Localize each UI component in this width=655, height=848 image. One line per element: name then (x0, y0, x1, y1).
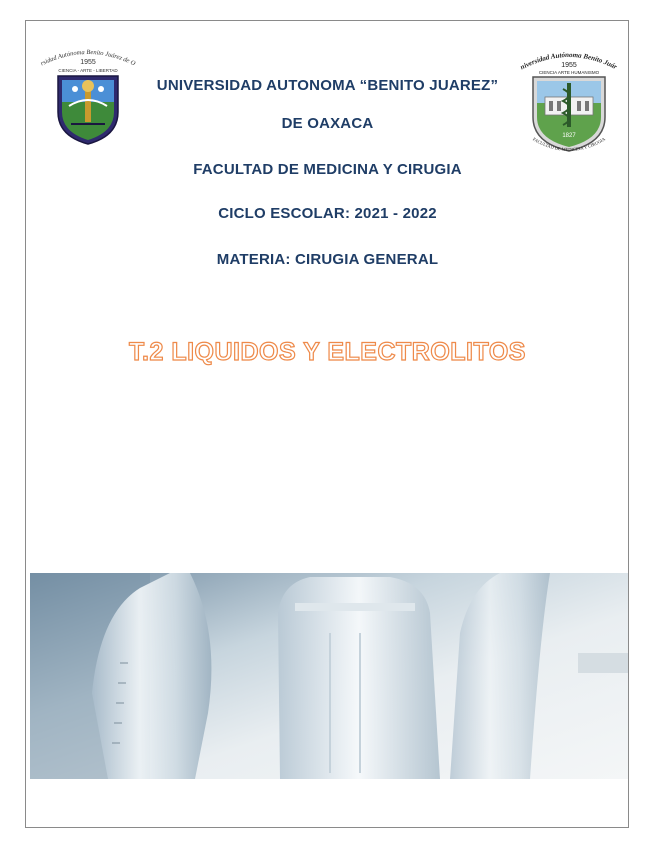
iv-fluid-bags-photo-icon (30, 573, 628, 779)
school-year: CICLO ESCOLAR: 2021 - 2022 (218, 205, 437, 222)
document-title: T.2 LIQUIDOS Y ELECTROLITOS (129, 338, 526, 366)
right-faculty-logo-icon (517, 47, 621, 159)
left-logo-year: 1955 (80, 59, 96, 66)
university-name-line2: DE OAXACA (281, 115, 374, 132)
left-logo-motto: CIENCIA - ARTE - LIBERTAD (58, 68, 118, 73)
right-logo-bottom-text: FACULTAD DE MEDICINA Y CIRUGIA (531, 136, 607, 153)
subject-name: MATERIA: CIRUGIA GENERAL (216, 251, 439, 268)
left-logo-arc-text: rsidad Autónoma Benito Juárez de O (39, 48, 137, 68)
left-university-logo-icon (33, 44, 143, 154)
right-logo-founded: 1827 (562, 133, 576, 139)
right-logo-motto: CIENCIA ARTE HUMANISMO (538, 70, 600, 75)
right-logo-year: 1955 (561, 62, 577, 69)
university-name-line1: UNIVERSIDAD AUTONOMA “BENITO JUAREZ” (156, 77, 499, 94)
faculty-name: FACULTAD DE MEDICINA Y CIRUGIA (193, 161, 462, 178)
right-logo-arc-text: niversidad Autónoma Benito Juár (518, 50, 619, 72)
